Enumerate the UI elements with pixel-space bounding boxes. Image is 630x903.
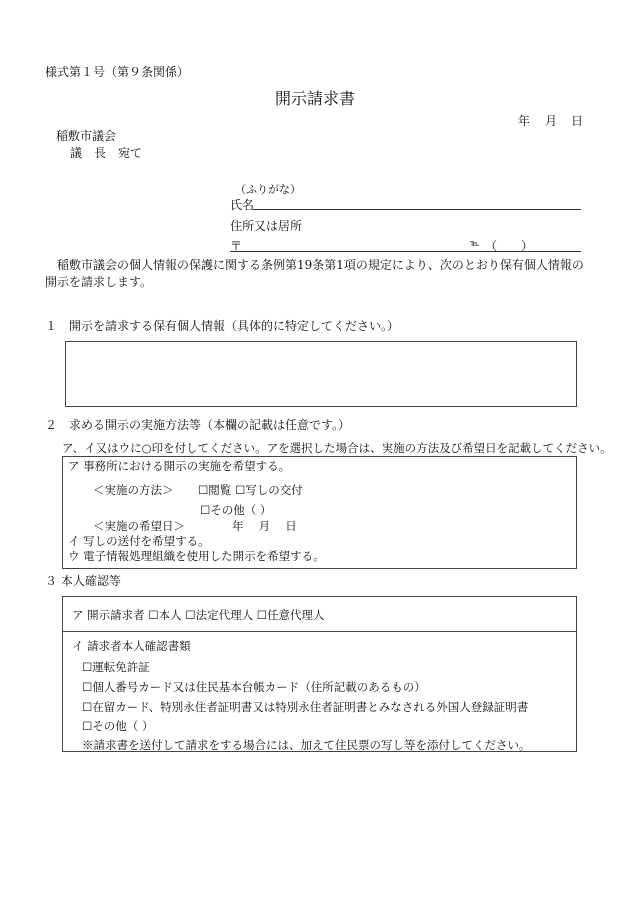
id-doc-other[interactable]: ☐その他（ ） [82,719,154,733]
postal-mark: 〒 [230,239,243,253]
section2-note: ア、イ又はウに○印を付してください。アを選択した場合は、実施の方法及び希望日を記載してください。 [62,441,612,455]
id-doc-mynumber[interactable]: ☐個人番号カード又は住民基本台帳カード（住所記載のあるもの） [82,680,426,694]
tel-mark: ℡ [470,239,480,249]
option-i[interactable]: イ 写しの送付を希望する。 [68,534,210,548]
id-docs-footnote: ※請求書を送付して請求をする場合には、加えて住民票の写し等を添付してください。 [82,738,531,752]
requester-type-row[interactable]: ア 開示請求者 ☐本人 ☐法定代理人 ☐任意代理人 [72,608,325,622]
intro-line-1: 稲敷市議会の個人情報の保護に関する条例第19条第1項の規定により、次のとおり保有個人情報の [45,258,584,272]
preferred-date-label: ＜実施の希望日＞ [93,519,185,533]
option-a[interactable]: ア 事務所における開示の実施を希望する。 [68,459,291,473]
preferred-date-value[interactable]: 年 月 日 [232,519,297,533]
section1-heading: １ 開示を請求する保有個人情報（具体的に特定してください。） [45,319,400,333]
name-label: 氏名 [230,198,255,212]
page-title: 開示請求書 [274,89,355,108]
date-year[interactable]: 年 [518,114,531,128]
tel-paren: （ ） [485,239,534,253]
date-day[interactable]: 日 [571,114,584,128]
date-month[interactable]: 月 [545,114,558,128]
section3-heading: ３ 本人確認等 [45,574,121,588]
method-other[interactable]: ☐その他（ ） [200,503,272,517]
address-field[interactable] [230,251,581,252]
option-u[interactable]: ウ 電子情報処理組織を使用した開示を希望する。 [68,549,325,563]
form-number: 様式第１号（第９条関係） [45,65,190,79]
id-doc-license[interactable]: ☐運転免許証 [82,660,150,674]
method-label: ＜実施の方法＞ [93,483,174,497]
furigana-label: （ふりがな） [235,183,301,196]
addressee-chair: 議 長 宛て [70,146,143,160]
intro-line-2: 開示を請求します。 [45,275,153,289]
id-doc-residence[interactable]: ☐在留カード、特別永住者証明書又は特別永住者証明書とみなされる外国人登録証明書 [82,700,529,714]
requested-info-field[interactable] [65,341,577,407]
identity-divider [62,631,577,632]
address-label: 住所又は居所 [230,219,303,233]
section2-heading: ２ 求める開示の実施方法等（本欄の記載は任意です。） [45,418,351,432]
name-field[interactable] [253,209,581,210]
method-options[interactable]: ☐閲覧 ☐写しの交付 [198,483,303,497]
addressee-org: 稲敷市議会 [56,129,117,143]
id-docs-title: イ 請求者本人確認書類 [72,639,191,653]
